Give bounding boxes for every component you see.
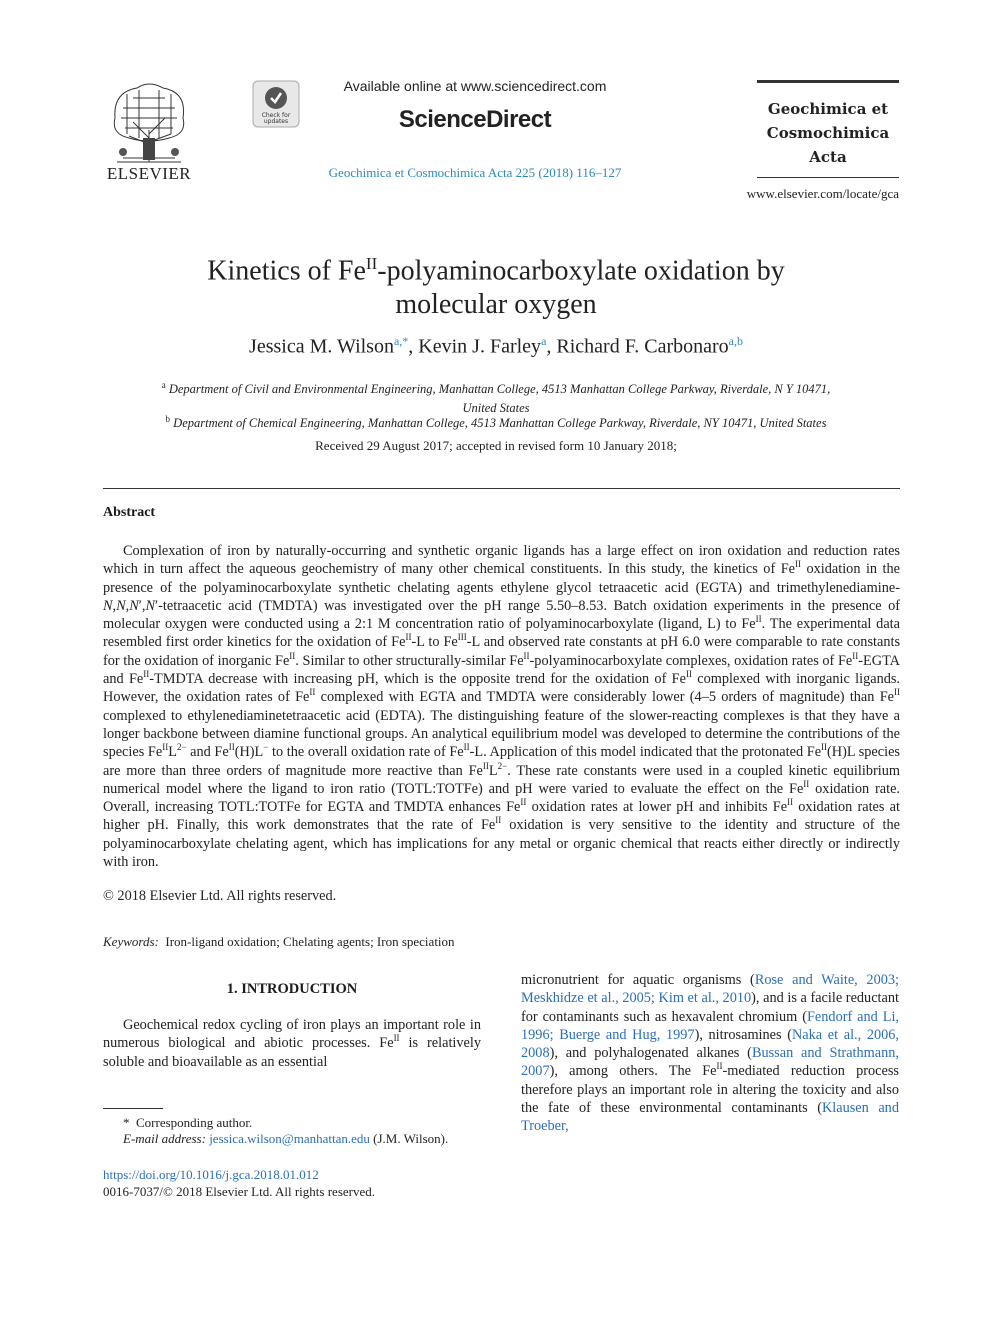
citation-link[interactable]: Bussan and Strathmann, 2007 xyxy=(521,1045,899,1080)
received-dates: Received 29 August 2017; accepted in revised form 10 January 2018; xyxy=(315,438,677,453)
copyright-line: © 2018 Elsevier Ltd. All rights reserved. xyxy=(103,888,337,904)
email-label: E-mail address: xyxy=(123,1131,206,1146)
check-for-updates-badge[interactable] xyxy=(252,80,300,128)
section-heading: 1. INTRODUCTION xyxy=(226,981,358,997)
affiliation-text-cont: United States xyxy=(462,401,530,416)
svg-text:Check for: Check for xyxy=(261,112,291,119)
author-name[interactable]: Jessica M. Wilson xyxy=(249,335,394,358)
email-suffix: (J.M. Wilson). xyxy=(373,1131,449,1146)
journal-citation-link[interactable]: Geochimica et Cosmochimica Acta 225 (2018) 116–127 xyxy=(328,165,622,180)
author-list xyxy=(100,334,892,359)
journal-name-line: Acta xyxy=(809,148,847,166)
title-prefix: Kinetics of Fe xyxy=(207,255,366,287)
citation-link[interactable]: Rose and Waite, 2003; Meskhidze et al., 2005; Kim et al., 2010 xyxy=(521,972,899,1007)
author-name[interactable]: Kevin J. Farley xyxy=(418,335,542,358)
citation-link[interactable]: Klausen and Troeber, xyxy=(521,1100,899,1135)
abstract-heading: Abstract xyxy=(103,505,156,520)
footnote-divider xyxy=(103,1108,163,1109)
affiliation-mark: a xyxy=(161,380,166,390)
footnote-mark: * xyxy=(123,1115,130,1130)
affiliation-text: Department of Civil and Environmental Engineering, Manhattan College, 4513 Manhattan College Parkway, Riverdale, N Y 10471, xyxy=(168,382,831,397)
divider xyxy=(103,488,900,489)
journal-name-line: Cosmochimica xyxy=(766,124,890,142)
email-note xyxy=(123,1130,448,1148)
svg-text:updates: updates xyxy=(263,118,289,125)
title-line-2: molecular oxygen xyxy=(395,289,597,321)
journal-homepage-url[interactable]: www.elsevier.com/locate/gca xyxy=(746,186,899,201)
abstract-body: Complexation of iron by naturally-occurring and synthetic organic ligands has a large effect on iron oxidation and reduction rates which in turn affect the aqueous geochemistry of many other chemical constituents. In this study, the kinetics of $Fe^{II}$ oxidation in the presence of the polyaminocarboxylate synthetic chelating agents ethylene glycol tetraacetic acid (EGTA) and trimethylenediamine-N,N,N′,N′-tetraacetic acid (TMDTA) was investigated over the pH range 5.50–8.53. Batch oxidation experiments in the presence of molecular oxygen were conducted using a 2:1 M concentration ratio of polyaminocarboxylate (ligand, L) to $Fe^{II}$. The experimental data resembled first order kinetics for the oxidation of $Fe^{II}-L$ to $Fe^{III}-L$ and observed rate constants at pH 6.0 were comparable to rate constants for the oxidation of inorganic $Fe^{II}$. Similar to other structurally-similar $Fe^{II}$-polyaminocarboxylate complexes, oxidation rates of $Fe^{II}$-EGTA and $Fe^{II}$-TMDTA decrease with increasing pH, which is the opposite trend for the oxidation of $Fe^{II}$ complexed with inorganic ligands. However, the oxidation rates of $Fe^{II}$ complexed with EGTA and TMDTA were considerably lower (4–5 orders of magnitude) than $Fe^{II}$ complexed to ethylenediaminetetraacetic acid (EDTA). The distinguishing feature of the slower-reacting complexes is that they have a longer backbone between diamine functional groups. An analytical equilibrium model was developed to determine the contributions of the species $Fe^{II}L^{2-}$ and $Fe^{II}(H)L^-$ to the overall oxidation rate of $Fe^{II}-L$. Application of this model indicated that the protonated $Fe^{II}(H)L$ species are more than three orders of magnitude more reactive than $Fe^{II}L^{2-}$. These rate constants were used in a coupled kinetic equilibrium numerical model where the ligand to iron ratio (TOTL:TOTFe) and pH were varied to evaluate the effect on the $Fe^{II}$ oxidation rate. Overall, increasing TOTL:TOTFe for EGTA and TMDTA enhances $Fe^{II}$ oxidation rates at lower pH and inhibits $Fe^{II}$ oxidation rates at higher pH. Finally, this work demonstrates that the rate of $Fe^{II}$ oxidation is very sensitive to the identity and structure of the polyaminocarboxylate chelating agent, which has implications for any metal or organic chemical that reacts either directly or indirectly with iron. xyxy=(103,543,901,871)
journal-masthead xyxy=(757,80,899,178)
publisher-logo-text: ELSEVIER xyxy=(106,164,192,183)
author-affiliation-mark[interactable]: a,b xyxy=(728,334,743,348)
author-separator: , xyxy=(408,335,419,358)
author-name[interactable]: Richard F. Carbonaro xyxy=(556,335,729,358)
citation-link[interactable]: Naka et al., 2006, 2008 xyxy=(521,1026,899,1062)
doi-link[interactable]: https://doi.org/10.1016/j.gca.2018.01.012 xyxy=(103,1167,319,1182)
keywords xyxy=(103,934,455,950)
available-online-text: Available online at www.sciencedirect.com xyxy=(343,78,607,94)
title-suffix: -polyaminocarboxylate oxidation by xyxy=(377,255,785,287)
journal-name-line: Geochimica et xyxy=(767,100,889,118)
affiliation-mark: b xyxy=(165,414,171,424)
article-title xyxy=(100,247,892,322)
citation-link[interactable]: Fendorf and Li, 1996; Buerge and Hug, 1997 xyxy=(521,1008,899,1043)
sciencedirect-wordmark[interactable]: ScienceDirect xyxy=(398,106,552,133)
affiliation-b xyxy=(120,410,872,433)
footnote-text: Corresponding author. xyxy=(136,1115,253,1130)
intro-paragraph-right: micronutrient for aquatic organisms (Rose and Waite, 2003; Meskhidze et al., 2005; Kim et al., 2010), and is a facile reductant for contaminants such as hexavalent chromium (Fendorf and Li, 1996; Buerge and Hug, 1997), nitrosamines (Naka et al., 2006, 2008), and polyhalogenated alkanes (Bussan and Strathmann, 2007), among others. The $Fe^{II}$-mediated reduction process therefore plays an important role in altering the toxicity and also the fate of these environmental contaminants (Klausen and Troeber, xyxy=(521,972,899,1135)
issn-line: 0016-7037/© 2018 Elsevier Ltd. All rights reserved. xyxy=(103,1184,375,1199)
email-link[interactable]: jessica.wilson@manhattan.edu xyxy=(209,1131,370,1146)
author-affiliation-mark[interactable]: a,* xyxy=(393,334,409,348)
affiliation-text: Department of Chemical Engineering, Manhattan College, 4513 Manhattan College Parkway, Riverdale, NY 10471, United States xyxy=(173,416,827,431)
author-affiliation-mark[interactable]: a xyxy=(541,334,547,348)
intro-paragraph-left: Geochemical redox cycling of iron plays an important role in numerous biological and abiotic processes. $Fe^{II}$ is relatively soluble and bioavailable as an essential xyxy=(103,1017,481,1070)
author-separator: , xyxy=(546,335,557,358)
keywords-text: Iron-ligand oxidation; Chelating agents; Iron speciation xyxy=(165,934,455,949)
title-superscript: II xyxy=(365,254,378,273)
keywords-label: Keywords: xyxy=(103,934,159,949)
